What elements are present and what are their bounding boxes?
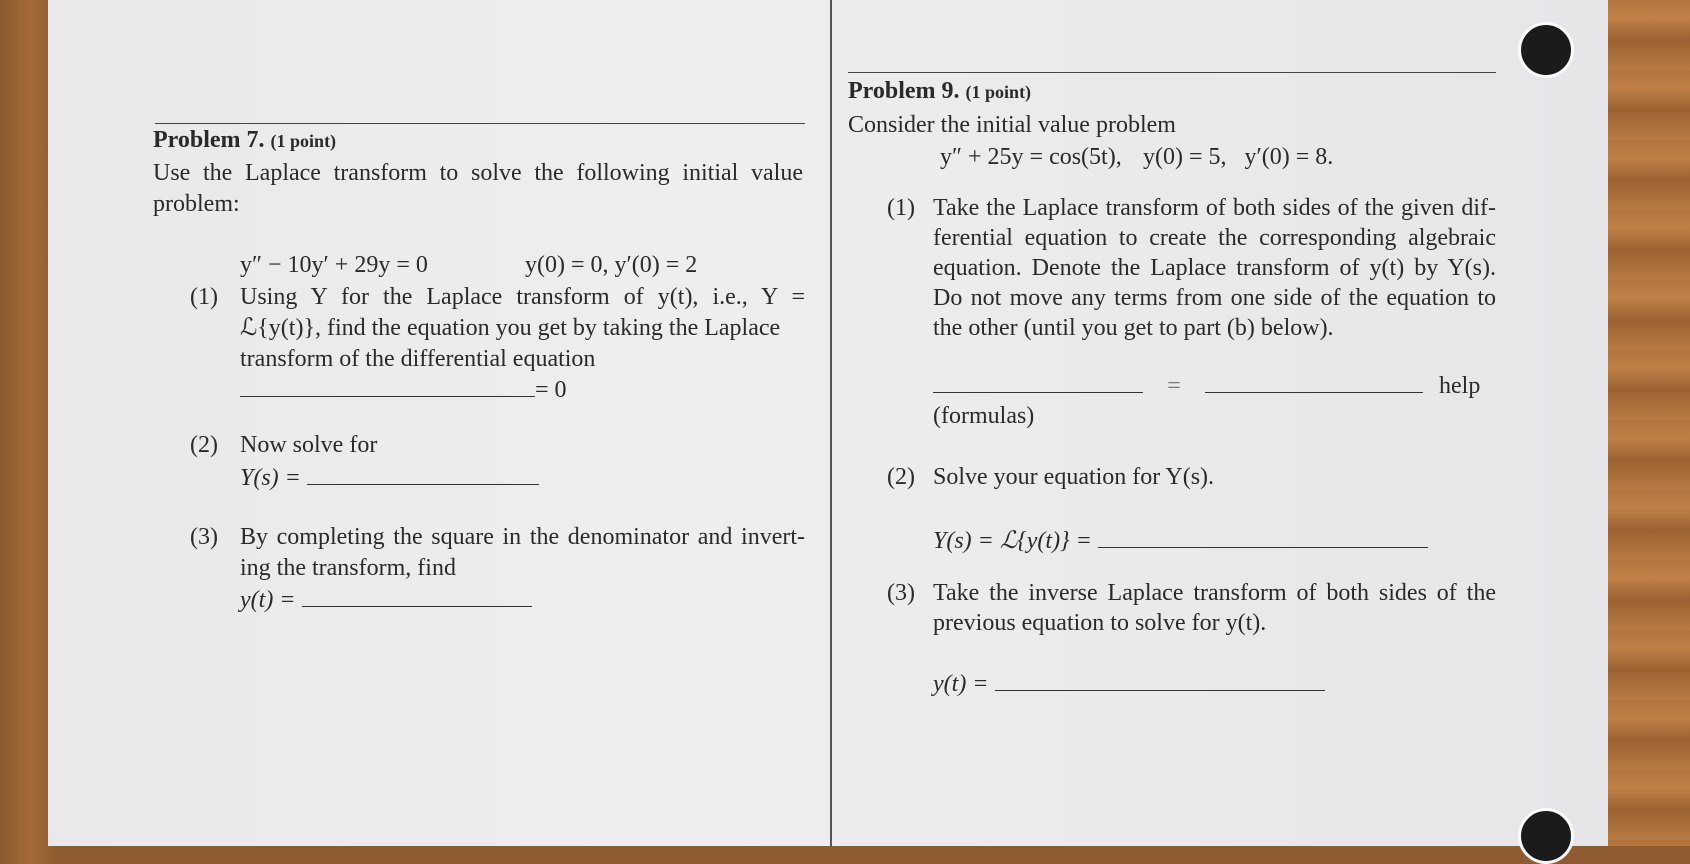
problem9-initial-conditions: y(0) = 5, y′(0) = 8. xyxy=(1143,144,1334,170)
problem7-equation: y″ − 10y′ + 29y = 0 xyxy=(240,252,428,278)
problem7-part2-answer-row xyxy=(240,462,539,493)
problem9-part2-answer-row xyxy=(933,525,1428,556)
problem9-part2-text: Solve your equation for Y(s). xyxy=(933,464,1215,490)
part-number: (3) xyxy=(190,524,218,550)
problem7-initial-conditions: y(0) = 0, y′(0) = 2 xyxy=(525,252,698,278)
column-divider xyxy=(830,0,832,846)
problem9-points: (1 point) xyxy=(965,82,1032,102)
equals-sign: = xyxy=(1167,373,1181,399)
section-rule xyxy=(848,72,1496,73)
problem7-heading xyxy=(153,125,336,156)
wood-background xyxy=(1605,0,1690,846)
problem9-part3-answer-row xyxy=(933,668,1325,699)
problem9-part1-text: equation. Denote the Laplace transform of y(t) by Y(s). xyxy=(933,255,1496,281)
problem7-points: (1 point) xyxy=(270,131,337,151)
problem9-title: Problem 9. xyxy=(848,78,960,104)
problem7-part1-text: transform of the differential equation xyxy=(240,346,596,372)
problem7-title: Problem 7. xyxy=(153,127,265,153)
problem7-part3-text: By completing the square in the denominator and invert- xyxy=(240,524,805,550)
problem7-part3-input[interactable] xyxy=(302,584,532,607)
part-number: (2) xyxy=(190,432,218,458)
problem9-part2-input[interactable] xyxy=(1098,525,1428,548)
part-number: (2) xyxy=(887,464,915,490)
problem7-intro: Use the Laplace transform to solve the following initial value xyxy=(153,160,803,186)
problem9-part1-answer-row xyxy=(933,370,1480,401)
problem9-intro: Consider the initial value problem xyxy=(848,112,1176,138)
problem9-rhs-input[interactable] xyxy=(1205,370,1423,393)
answer-label: y(t) = xyxy=(933,671,989,697)
help-link[interactable]: help xyxy=(1439,373,1481,399)
problem7-part1-text: Using Y for the Laplace transform of y(t), i.e., Y = xyxy=(240,284,805,310)
part-number: (3) xyxy=(887,580,915,606)
problem7-part1-answer-row xyxy=(240,374,567,405)
part-number: (1) xyxy=(190,284,218,310)
problem7-part1-text: ℒ{y(t)}, find the equation you get by taking the Laplace xyxy=(240,315,781,341)
answer-label: Y(s) = xyxy=(240,465,301,491)
problem9-lhs-input[interactable] xyxy=(933,370,1143,393)
problem7-part3-text: ing the transform, find xyxy=(240,555,456,581)
section-rule xyxy=(155,123,805,124)
problem7-part1-input[interactable] xyxy=(240,374,535,397)
problem7-part2-text: Now solve for xyxy=(240,432,378,458)
problem9-part1-text: ferential equation to create the corresponding algebraic xyxy=(933,225,1496,251)
problem9-part1-text: the other (until you get to part (b) below). xyxy=(933,315,1334,341)
problem9-part3-text: Take the inverse Laplace transform of both sides of the xyxy=(933,580,1496,606)
formulas-link[interactable]: (formulas) xyxy=(933,403,1035,429)
problem9-part3-text: previous equation to solve for y(t). xyxy=(933,610,1267,636)
problem9-equation: y″ + 25y = cos(5t), xyxy=(940,144,1122,170)
part-number: (1) xyxy=(887,195,915,221)
problem9-part1-text: Do not move any terms from one side of the equation to xyxy=(933,285,1496,311)
problem9-heading xyxy=(848,76,1031,107)
problem9-part1-text: Take the Laplace transform of both sides of the given dif- xyxy=(933,195,1496,221)
problem7-part2-input[interactable] xyxy=(307,462,539,485)
punch-hole xyxy=(1518,808,1574,864)
equals-zero: = 0 xyxy=(535,377,567,403)
problem7-intro-cont: problem: xyxy=(153,191,240,217)
punch-hole xyxy=(1518,22,1574,78)
problem7-part3-answer-row xyxy=(240,584,532,615)
problem9-part3-input[interactable] xyxy=(995,668,1325,691)
answer-label: y(t) = xyxy=(240,587,296,613)
answer-label: Y(s) = ℒ{y(t)} = xyxy=(933,528,1092,554)
